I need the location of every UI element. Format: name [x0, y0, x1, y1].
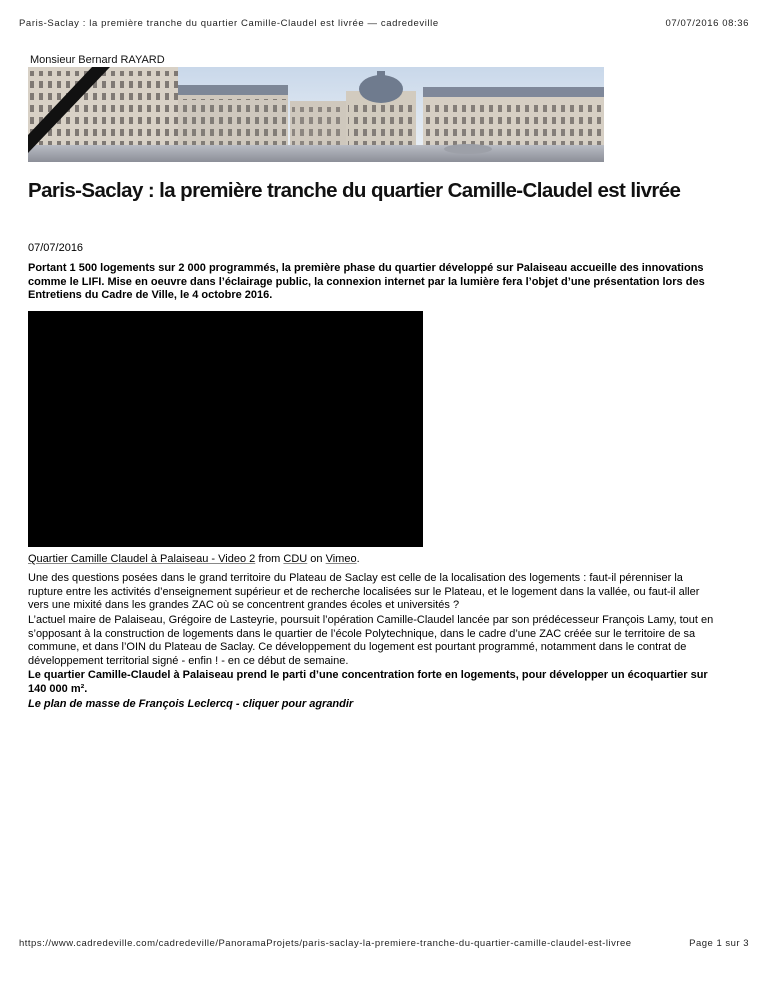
- print-header: [19, 18, 749, 29]
- article-headline: Paris-Saclay : la première tranche du quartier Camille-Claudel est livrée: [28, 179, 681, 202]
- caption-from: from: [255, 553, 284, 565]
- author-name: Monsieur Bernard RAYARD: [30, 54, 165, 66]
- video-author-link[interactable]: CDU: [283, 553, 308, 565]
- article-paragraph: L’actuel maire de Palaiseau, Grégoire de Lasteyrie, poursuit l’opération Camille-Claudel lancée par son prédécesseur François Lamy, tout en s’opposant à la construction de logements dans le quartier de l’école Polytechnique, dans le cadre d’une ZAC créée sur le territoire de sa commune, et dans l’OIN du Plateau de Saclay. Ce développement du logement est pourtant programmé, notamment dans le contrat de développement territorial signé - enfin ! - en ce début de semaine.: [28, 614, 714, 667]
- article-paragraph: Une des questions posées dans le grand territoire du Plateau de Saclay est celle de la localisation des logements : faut-il pérenniser la rupture entre les activités d’enseignement supérieur et de recherche localisées sur le Plateau, et le logement dans la vallée, ou faut-il aller vers une mixité dans les grandes ZAC où se concentrent grandes écoles et universités ?: [28, 572, 700, 612]
- plan-caption-link[interactable]: Le plan de masse de François Leclercq - cliquer pour agrandir: [28, 698, 354, 710]
- article-paragraph-bold: Le quartier Camille-Claudel à Palaiseau prend le parti d’une concentration forte en logements, pour développer un écoquartier sur 140 000 m².: [28, 669, 708, 695]
- article-lead: Portant 1 500 logements sur 2 000 programmés, la première phase du quartier développé sur Palaiseau accueille des innovations comme le LIFI. Mise en oeuvre dans l’éclairage public, la connexion internet par la lumière fera l’objet d’une présentation lors des Entretiens du Cadre de Ville, le 4 octobre 2016.: [28, 262, 705, 302]
- print-footer: [19, 938, 749, 949]
- video-title-link[interactable]: Quartier Camille Claudel à Palaiseau - Video 2: [28, 553, 256, 565]
- article-date: 07/07/2016: [28, 242, 84, 254]
- video-caption: [28, 553, 360, 565]
- print-header-datetime: 07/07/2016 08:36: [665, 18, 749, 29]
- caption-end: .: [356, 553, 360, 565]
- caption-on: on: [307, 553, 326, 565]
- video-player[interactable]: [28, 311, 423, 547]
- vimeo-link[interactable]: Vimeo: [325, 553, 357, 565]
- print-footer-page: Page 1 sur 3: [689, 938, 749, 949]
- banner-image: [28, 67, 604, 162]
- print-header-title: Paris-Saclay : la première tranche du quartier Camille-Claudel est livrée — cadredeville: [19, 18, 439, 29]
- print-footer-url: https://www.cadredeville.com/cadredeville/PanoramaProjets/paris-saclay-la-premiere-tranche-du-quartier-camille-claudel-est-livree: [19, 938, 632, 949]
